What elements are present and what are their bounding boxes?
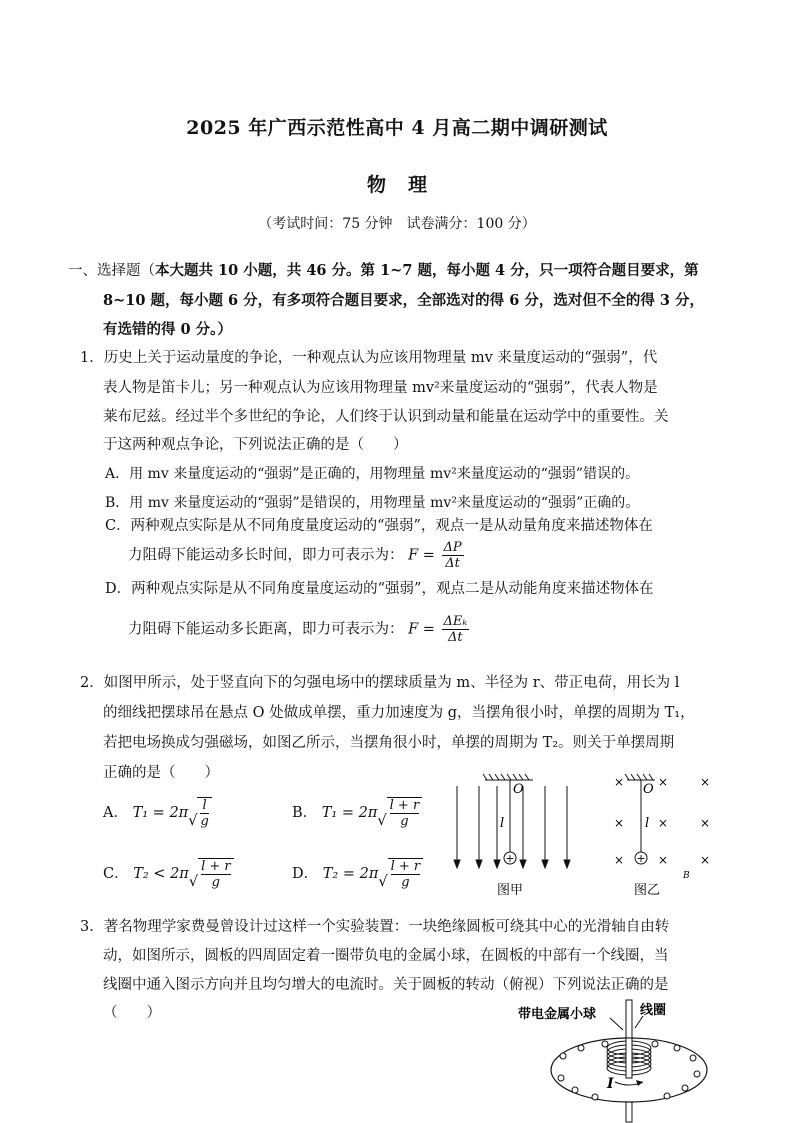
label-current: I (607, 1076, 614, 1092)
q1-stem-line1: 1．历史上关于运动量度的争论，一种观点认为应该用物理量 mv 来量度运动的“强弱”，代 (80, 350, 658, 366)
q1-option-d-text: 力阻碍下能运动多长距离，即力可表示为： (128, 621, 404, 638)
q3-stem-line4: （ ） (103, 1005, 161, 1021)
q2-option-d-sqrt: √ $\frac{l + r}{g}$ (378, 858, 423, 890)
q1-option-a: A．用 mv 来量度运动的“强弱”是正确的，用物理量 mv²来量度运动的“强弱”错误的。 (105, 466, 640, 482)
q1-option-c-denominator: Δt (445, 556, 460, 571)
cross-icon: × (699, 775, 711, 789)
label-b-yi: B (683, 871, 690, 881)
cross-icon: × (699, 853, 711, 867)
q2-option-b-denominator: g (400, 814, 409, 829)
q2-option-c (103, 858, 234, 890)
q2-option-a-sqrt: √ $\frac{l}{g}$ (188, 797, 212, 829)
ceiling-hatch-yi (625, 774, 655, 780)
q2-option-d-numerator: l + r (390, 859, 421, 874)
section-heading (68, 259, 699, 280)
q2-option-c-lhs: T₂ < 2π (133, 866, 189, 882)
exam-title: 2025 年广西示范性高中 4 月高二期中调研测试 (186, 117, 608, 139)
q1-option-c-numerator: ΔP (443, 540, 462, 555)
q1-option-c-fraction (442, 540, 464, 571)
cross-icon: × (613, 775, 625, 789)
q2-option-a-label: A． (103, 805, 128, 821)
q2-option-d-label: D． (292, 866, 319, 882)
q2-option-b-sqrt: √ $\frac{l + r}{g}$ (377, 797, 422, 829)
pointer-line-ball (610, 1018, 623, 1030)
cross-icon: × (699, 816, 711, 830)
ceiling-hatch (483, 774, 533, 780)
q1-option-c-line2 (128, 540, 464, 571)
q1-option-b: B．用 mv 来量度运动的“强弱”是错误的，用物理量 mv²来量度运动的“强弱”正确的。 (105, 495, 640, 511)
q2-stem-line2: 的细线把摆球吊在悬点 O 处做成单摆，重力加速度为 g，当摆角很小时，单摆的周期为 T₁， (103, 705, 695, 721)
q1-option-c-text: 力阻碍下能运动多长时间，即力可表示为： (128, 547, 404, 564)
ball-charge-plus: + (505, 852, 515, 865)
feynman-disk-figure (515, 998, 715, 1123)
figure-yi (605, 772, 725, 902)
q2-option-c-sqrt: √ $\frac{l + r}{g}$ (189, 858, 234, 890)
q2-option-b-label: B． (292, 805, 318, 821)
subject-title: 物理 (366, 174, 449, 196)
label-coil: 线圈 (640, 1003, 667, 1018)
q2-option-c-denominator: g (211, 875, 220, 890)
q3-stem-line2: 动，如图所示，圆板的四周固定着一圈带负电的金属小球，在圆板的中部有一个线圈，当 (103, 948, 669, 964)
q1-stem-line2: 表人物是笛卡儿；另一种观点认为应该用物理量 mv²来量度运动的“强弱”，代表人物是 (103, 380, 658, 396)
cross-icon: × (657, 775, 669, 789)
caption-yi: 图乙 (633, 883, 661, 898)
q1-stem-line3: 莱布尼兹。经过半个多世纪的争论，人们终于认识到动量和能量在运动学中的重要性。关 (103, 409, 669, 425)
cross-icon: × (613, 853, 625, 867)
q2-stem-line1: 2．如图甲所示，处于竖直向下的匀强电场中的摆球质量为 m、半径为 r、带正电荷，用长为 l (80, 675, 680, 691)
q2-option-d-denominator: g (401, 875, 410, 890)
q2-option-a-numerator: l (200, 798, 208, 814)
exam-info: （考试时间：75 分钟 试卷满分：100 分） (258, 216, 536, 232)
q2-option-a-denominator: g (200, 814, 209, 829)
q1-option-c-line1: C．两种观点实际是从不同角度量度运动的“强弱”，观点一是从动量角度来描述物体在 (105, 518, 653, 534)
label-o-jia: O (513, 782, 524, 797)
cross-icon: × (613, 816, 625, 830)
caption-jia: 图甲 (496, 883, 524, 898)
q1-stem-line4: 于这两种观点争论，下列说法正确的是（ ） (103, 437, 408, 453)
q2-option-b (292, 797, 422, 829)
q2-option-a (103, 797, 212, 829)
q2-stem-line3: 若把电场换成匀强磁场，如图乙所示，当摆角很小时，单摆的周期为 T₂。则关于单摆周期 (103, 735, 675, 751)
figure-jia (445, 772, 585, 902)
section-heading-prefix: 一、选择题（ (68, 263, 155, 279)
section-heading-line3: 有选错的得 0 分。） (103, 321, 232, 338)
q1-option-c-formula-lhs: F = (408, 547, 435, 564)
label-l-jia: l (500, 816, 505, 831)
q1-option-d-line2 (128, 614, 469, 645)
cross-icon: × (657, 816, 669, 830)
q2-option-c-label: C． (103, 866, 129, 882)
q3-stem-line1: 3．著名物理学家费曼曾设计过这样一个实验装置：一块绝缘圆板可绕其中心的光滑轴自由转 (80, 919, 670, 935)
q1-option-d-line1: D．两种观点实际是从不同角度量度运动的“强弱”，观点二是从动能角度来描述物体在 (105, 581, 654, 597)
q2-stem-line4: 正确的是（ ） (103, 765, 219, 781)
q2-option-b-lhs: T₁ = 2π (321, 805, 378, 821)
q2-option-b-numerator: l + r (389, 798, 420, 813)
axle-front (626, 1038, 632, 1078)
label-charged-balls: 带电金属小球 (518, 1007, 597, 1022)
q2-option-c-numerator: l + r (201, 859, 231, 874)
section-heading-line2: 8~10 题，每小题 6 分，有多项符合题目要求，全部选对的得 6 分，选对但不全的得 3 分， (103, 292, 705, 309)
pointer-line-coil (635, 1016, 643, 1028)
q2-option-d-lhs: T₂ = 2π (322, 866, 379, 882)
q1-option-d-fraction (442, 614, 470, 645)
magnetic-field-crosses (614, 775, 710, 867)
ball-charge-plus-yi: + (636, 852, 646, 865)
q2-option-a-lhs: T₁ = 2π (132, 805, 189, 821)
label-o-yi: O (643, 782, 654, 797)
label-l-yi: l (645, 816, 650, 831)
q3-stem-line3: 线圈中通入图示方向并且均匀增大的电流时。关于圆板的转动（俯视）下列说法正确的是 (103, 977, 669, 993)
q1-option-d-numerator: ΔEₖ (443, 614, 468, 629)
cross-icon: × (657, 853, 669, 867)
q2-option-d (292, 858, 423, 890)
q1-option-d-denominator: Δt (448, 630, 463, 645)
section-heading-bold: 本大题共 10 小题，共 46 分。第 1~7 题，每小题 4 分，只一项符合题目要求，第 (155, 262, 699, 279)
q1-option-d-formula-lhs: F = (408, 621, 435, 638)
